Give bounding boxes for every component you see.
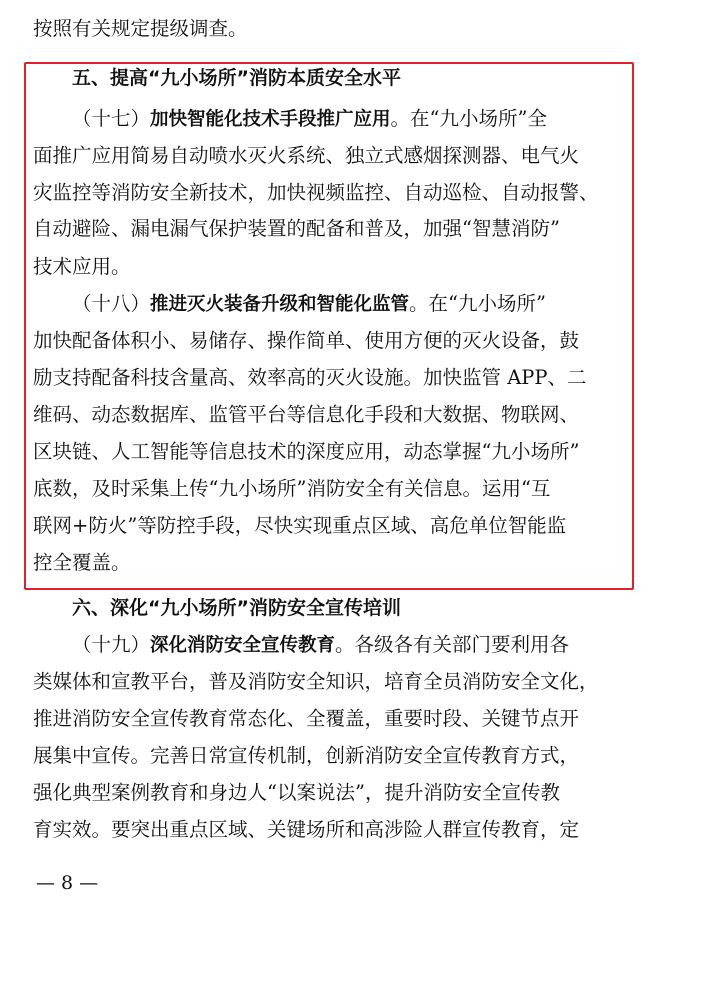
line-text: 区块链、人工智能等信息技术的深度应用，动态掌握“九小场所” [33, 441, 580, 463]
page-number: — 8 — [36, 872, 99, 894]
text-line [33, 441, 613, 465]
heading-text: 五、提高“九小场所”消防本质安全水平 [72, 67, 401, 89]
line-text: 技术应用。 [33, 256, 131, 278]
text-line [33, 819, 613, 843]
text-line [33, 745, 613, 769]
text-line [33, 18, 613, 42]
text-line [33, 218, 613, 242]
text-line [33, 367, 613, 391]
text-line [33, 182, 613, 206]
item-title: 加快智能化技术手段推广应用 [150, 109, 391, 130]
line-text: 加快配备体积小、易储存、操作简单、使用方便的灭火设备，鼓 [33, 330, 580, 352]
item-number: （十八） [72, 293, 151, 315]
line-text: 联网+防火”等防控手段，尽快实现重点区域、高危单位智能监 [33, 515, 567, 537]
item-title: 推进灭火装备升级和智能化监管 [150, 294, 410, 315]
text-line [33, 552, 613, 576]
line-text: 维码、动态数据库、监管平台等信息化手段和大数据、物联网、 [33, 404, 580, 426]
text-line [33, 404, 613, 428]
text-line [33, 515, 613, 539]
text-line [33, 145, 613, 169]
text-line [33, 708, 613, 732]
text-line [33, 671, 613, 695]
item-number: （十九） [72, 634, 151, 656]
line-text: 展集中宣传。完善日常宣传机制，创新消防安全宣传教育方式， [33, 745, 580, 767]
line-text: 按照有关规定提级调查。 [33, 18, 248, 40]
highlight-box [24, 62, 634, 590]
paragraph-start [72, 634, 613, 658]
line-text: 底数，及时采集上传“九小场所”消防安全有关信息。运用“互 [33, 478, 551, 500]
item-title: 深化消防安全宣传教育 [150, 635, 336, 656]
line-text: 类媒体和宣教平台，普及消防安全知识，培育全员消防安全文化， [33, 671, 599, 693]
paragraph-start [72, 293, 613, 317]
line-text: 强化典型案例教育和身边人“以案说法”，提升消防安全宣传教 [33, 782, 560, 804]
heading-text: 六、深化“九小场所”消防安全宣传培训 [72, 597, 401, 619]
line-text: 面推广应用简易自动喷水灭火系统、独立式感烟探测器、电气火 [33, 145, 580, 167]
section-heading [72, 67, 613, 91]
item-number: （十七） [72, 108, 151, 130]
section-heading [72, 597, 613, 621]
line-text: 推进消防安全宣传教育常态化、全覆盖，重要时段、关键节点开 [33, 708, 580, 730]
line-text: 。各级各有关部门要利用各 [335, 634, 570, 656]
line-text: 控全覆盖。 [33, 552, 131, 574]
text-line [33, 256, 613, 280]
text-line [33, 478, 613, 502]
line-text: 育实效。要突出重点区域、关键场所和高涉险人群宣传教育，定 [33, 819, 580, 841]
paragraph-start [72, 108, 613, 132]
text-line [33, 330, 613, 354]
text-line [33, 782, 613, 806]
line-text: 。在“九小场所” [409, 293, 546, 315]
line-text: 灾监控等消防安全新技术，加快视频监控、自动巡检、自动报警、 [33, 182, 599, 204]
line-text: 励支持配备科技含量高、效率高的灭火设施。加快监管 APP、二 [33, 367, 587, 389]
line-text: 。在“九小场所”全 [390, 108, 547, 130]
line-text: 自动避险、漏电漏气保护装置的配备和普及，加强“智慧消防” [33, 218, 560, 240]
